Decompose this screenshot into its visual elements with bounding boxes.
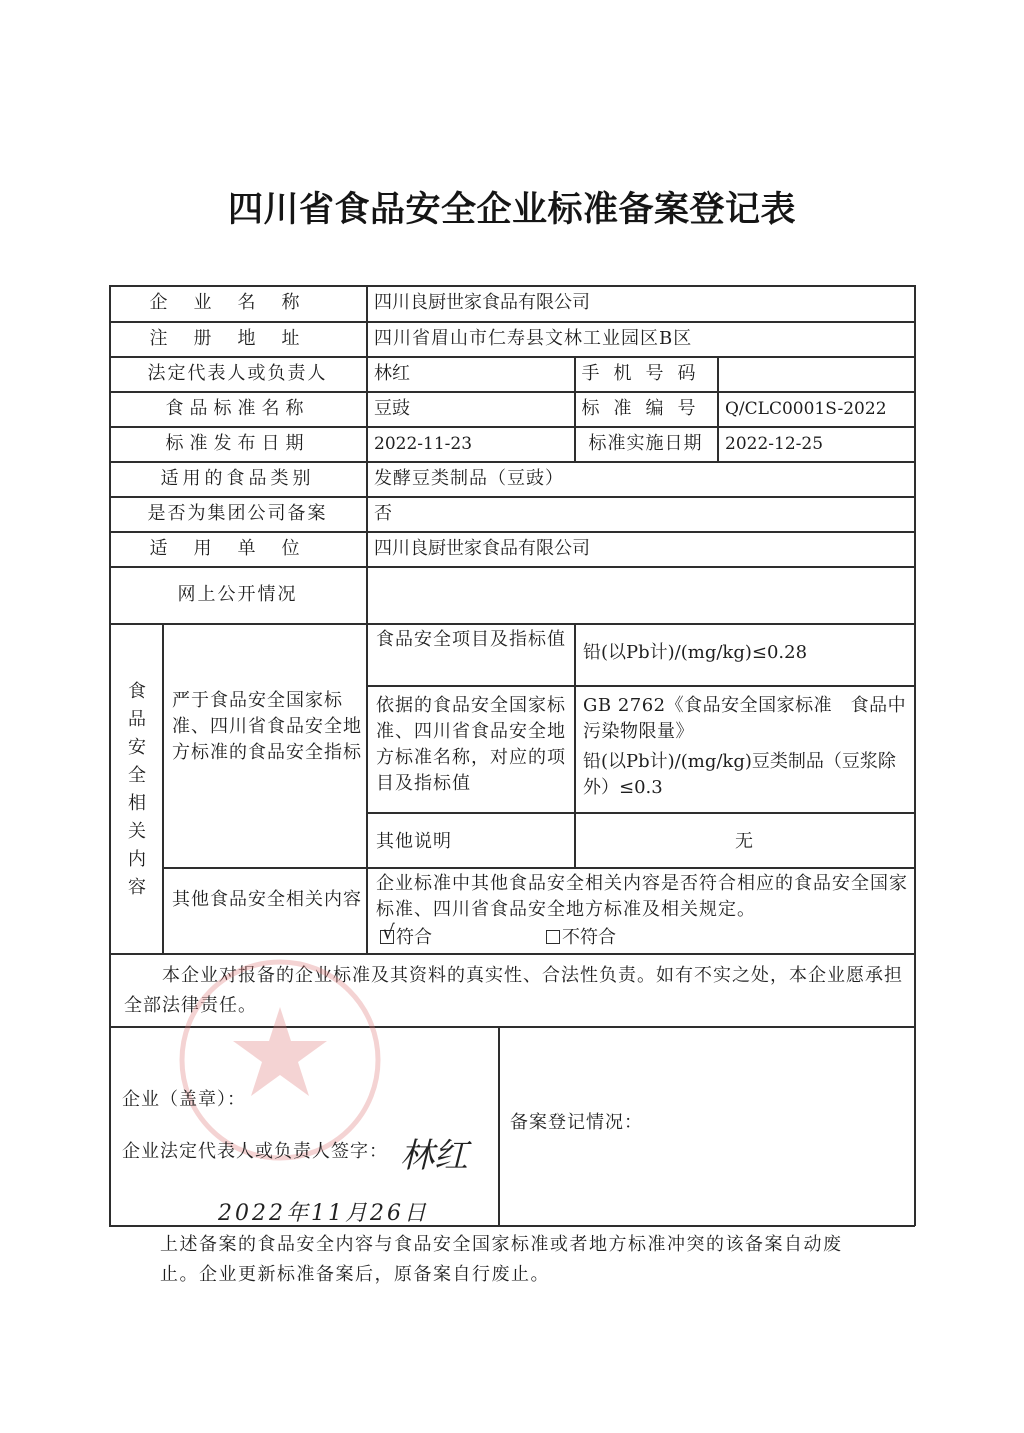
basis-standard-limit: 铅(以Pb计)/(mg/kg)豆类制品（豆浆除外）≤0.3 (583, 751, 896, 798)
grid-line (109, 623, 915, 625)
stricter-indicator-label: 严于食品安全国家标准、四川省食品安全地方标准的食品安全指标 (172, 690, 362, 763)
grid-line (109, 356, 915, 358)
legal-rep-label: 法定代表人或负责人 (147, 363, 328, 384)
enterprise-seal-label: 企业（盖章）： (122, 1089, 246, 1110)
enterprise-name-label: 企业名称 (149, 292, 326, 313)
other-note-label: 其他说明 (376, 831, 452, 852)
grid-line (162, 867, 915, 869)
standard-no-value: Q/CLC0001S-2022 (725, 399, 887, 419)
basis-standard-label: 依据的食品安全国家标准、四川省食品安全地方标准名称，对应的项目及指标值 (376, 695, 566, 794)
enterprise-name-value: 四川良厨世家食品有限公司 (374, 292, 590, 313)
group-filing-value: 否 (374, 503, 392, 524)
standard-name-label: 食品标准名称 (165, 398, 310, 419)
grid-line (914, 285, 916, 1226)
grid-line (109, 391, 915, 393)
other-note-value: 无 (735, 831, 753, 852)
declaration-text: 本企业对报备的企业标准及其资料的真实性、合法性负责。如有不实之处，本企业愿承担全部法律责任。 (124, 965, 903, 1016)
grid-line (109, 496, 915, 498)
signature: 林红 (400, 1136, 468, 1176)
option-compliant-label: 符合 (396, 927, 432, 948)
applicable-unit-value: 四川良厨世家食品有限公司 (374, 538, 590, 559)
grid-line (109, 531, 915, 533)
grid-line (498, 1026, 500, 1226)
grid-line (109, 321, 915, 323)
implement-date-value: 2022-12-25 (725, 434, 824, 454)
filing-status-label: 备案登记情况： (510, 1112, 643, 1133)
grid-line (109, 285, 915, 287)
standard-name-value: 豆豉 (374, 398, 410, 419)
publish-date-label: 标准发布日期 (165, 433, 310, 454)
grid-line (109, 426, 915, 428)
other-content-text: 企业标准中其他食品安全相关内容是否符合相应的食品安全国家标准、四川省食品安全地方标准及相关规定。 (376, 873, 908, 920)
grid-line (717, 356, 719, 461)
page-title: 四川省食品安全企业标准备案登记表 (227, 190, 796, 230)
applicable-unit-label: 适用单位 (149, 538, 326, 559)
grid-line (162, 623, 164, 953)
food-category-value: 发酵豆类制品（豆豉） (374, 468, 564, 489)
checkbox-unchecked-icon[interactable] (546, 930, 560, 944)
checkbox-checked-icon[interactable]: √ (382, 920, 395, 944)
grid-line (366, 685, 915, 687)
grid-line (109, 285, 111, 1226)
food-category-label: 适用的食品类别 (160, 468, 315, 489)
address-value: 四川省眉山市仁寿县文林工业园区B区 (374, 328, 693, 349)
signature-label: 企业法定代表人或负责人签字： (122, 1141, 388, 1162)
standard-no-label: 标准编号 (581, 398, 710, 419)
online-public-label: 网上公开情况 (177, 584, 298, 605)
option-noncompliant[interactable] (546, 925, 616, 951)
safety-item-label: 食品安全项目及指标值 (376, 629, 566, 650)
footer-note: 上述备案的食品安全内容与食品安全国家标准或者地方标准冲突的该备案自动废止。企业更新标准备案后，原备案自行废止。 (160, 1234, 843, 1285)
group-filing-label: 是否为集团公司备案 (147, 503, 328, 524)
address-label: 注册地址 (149, 328, 326, 349)
legal-rep-value: 林红 (374, 363, 410, 384)
grid-line (366, 812, 915, 814)
basis-standard-name: GB 2762《食品安全国家标准 食品中污染物限量》 (583, 695, 907, 742)
grid-line (109, 461, 915, 463)
phone-label: 手机号码 (581, 363, 710, 384)
implement-date-label: 标准实施日期 (588, 433, 703, 454)
option-noncompliant-label: 不符合 (562, 927, 616, 948)
grid-line (366, 285, 368, 953)
safety-section-label: 食品安全相关内容 (128, 681, 146, 898)
grid-line (109, 566, 915, 568)
option-compliant[interactable] (380, 920, 432, 951)
publish-date-value: 2022-11-23 (374, 434, 473, 454)
sign-date: 2022年11月26日 (218, 1201, 429, 1226)
safety-item-value: 铅(以Pb计)/(mg/kg)≤0.28 (583, 642, 808, 663)
other-content-label: 其他食品安全相关内容 (172, 889, 362, 910)
company-seal-icon (175, 955, 385, 1165)
